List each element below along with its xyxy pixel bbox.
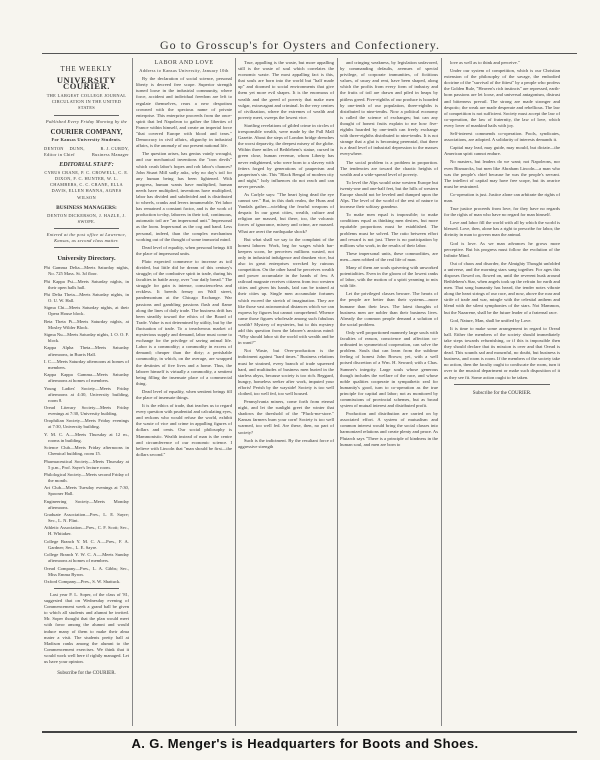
article-paragraph: Production and distribution are carried on by associated effort. A system of mutualism and common interest would bring the social classes into harmonized relations and create plenty and peace. As Plutarch says "There is a principle of kindness in the human soul, and men are born to: [340, 411, 438, 447]
divider: [54, 228, 119, 229]
article-paragraph: God, Nature, Man, shall be unified by Love.: [450, 317, 532, 323]
article-paragraph: Co-operation is just. Justice alone can arbitrate the rights of man.: [444, 191, 560, 203]
business-heading: BUSINESS MANAGERS:: [56, 204, 117, 211]
directory-entry: Y. M. C. A.—Meets Thursday at 12 m., rooms in building.: [44, 431, 129, 443]
article-paragraph: Love and labor fill the world with all by which the world is blessed. Love, then, alone has a right to prescribe for labor, the divinity in man to govern man the animal.: [444, 220, 560, 238]
business-managers: DENTON DICKERSON, J. HAZLE, J. SWOPE.: [47, 212, 126, 224]
column-divider: [235, 58, 236, 726]
directory-entry: Oread Company—Pres., L. A. Gibbs; Sec., Miss Emma Byron.: [44, 565, 129, 577]
article-continuation-col5: [444, 60, 560, 397]
article-paragraph: Out of chaos and disorder, the Almighty Thought unfolded a universe, and the morning stars sang together. For ages this disposes flowed on, flowed on, until the reverent husk around Bethlehem's Star, when angels took up the refrain for earth and men. That song humanity has heard, the tender notes vibrate along the heart strings of our race, and now, above the roar and strife of trade and war, mingle with the celestial anthem and blend with the silent symphonies of the stars. Not Mammon, but the Nazarene, shall be the future leader of a fraternal race.: [444, 260, 560, 315]
article-paragraph: It is the ethics of trade, that teaches us to regard every question with prudential and calculating eyes, and reckons who would refuse the world, exhibit the waste of vice and crime in appalling figures of dollars and cents. Our social philosophy is Mammonistic. Wealth instead of man is the centre and circumference of our economic science. I believe with Lincoln that "man should be first—the dollars second.": [136, 403, 232, 457]
editor-right: R. J. CURDY, Business Manager: [91, 145, 129, 157]
article-title: LABOR AND LOVE: [154, 60, 214, 66]
masthead-tagline: THE LARGEST COLLEGE JOURNAL CIRCULATION IN THE UNITED STATES: [46, 93, 127, 111]
article-paragraph: Only well proportioned mannerly large souls with faculties of reason, conscience and affection co-ordinated in symmetrical cooperation, can solve the problem. Souls that can learn from the sublime feeling of honest John Brown; yet, with a well poised discretion of a Wm. H. Seward; with a Chas. Sumner's integrity. Large souls whose generous though includes the welfare of the race, and whose noble qualities cooperate in sympathetic zeal for humanity's good, turn to co-operation as the true principle for capital and labor; not as monitored by commissions of provincial schemes, but as broad system of mutual interest and distributed profit.: [340, 329, 438, 409]
article-paragraph: God is love. As we man advances he grows more perceptive. But his progress must follow the evolution of the Infinite Mind.: [444, 240, 560, 258]
directory-entry: Phi Kappa Psi—Meets Saturday nights, in their open halls hall.: [44, 278, 129, 290]
bottom-rule: [42, 731, 577, 733]
article-paragraph: and cringing weakness, by legislation unfavored, by commanding defaults, avenues of special privilege, of corporate immunities, of fictitious values, of usury and rent, have been shaped, along which the profits from every form of industry and the fruits of toil are drawn and piled in heaps by pitiless greed. Five-eighths of our produce is hoarded by one-tenth of our population, three-eighths is distributed to nine-tenths. Now a political economy is called the science of exchanges; but can any thought of honest fruits explain to me how five-eighths hoarded by one-tenth can freely exchange with three-eighths distributed to nine-tenths. It is not strange that a glut is becoming perennial, that there is a dead level of industrial depression to the masses everywhere.: [340, 60, 438, 157]
article-paragraph: Dead level of equality, when personal beings fill the place of impersonal units.: [136, 244, 232, 256]
publisher-name: COURIER COMPANY,: [50, 127, 123, 136]
directory-entry: Engineering Society—Meets Monday afternoons.: [44, 498, 129, 510]
directory-entry: Phi Delta Theta—Meets Saturday nights, in O. U. W. Hall.: [44, 291, 129, 303]
masthead-title: UNIVERSITY COURIER.: [56, 75, 117, 92]
divider: [454, 384, 550, 385]
article-paragraph: No masters, but leaders do we want; not Napoleons, nor even Bismarcks, but men like Abraham Lincoln—a man who was the people's chief because he was the people's servant. The intellect of capital may have free scope, but its avarice must be restrained.: [444, 159, 560, 189]
directory-list: [44, 265, 129, 585]
directory-entry: Beta Theta Pi—Meets Saturday nights, at Mosley Wilder Block.: [44, 318, 129, 330]
column-divider: [132, 58, 133, 726]
editorial-staff-heading: EDITORIAL STAFF:: [59, 162, 114, 169]
article-paragraph: By the declaration of social science, personal liberty is decreed free scope. Superior strength turned loose in the industrial community, where force, accident and individual freedom are left to regulate themselves, rears a new despotism crowned with the specious name of private enterprise. This enterprise proceeds from the once-spirit that led Napoleon to gather the liberties of France within himself, and create an imperial force "that covered Europe with blood and tears." Democracy in civil affairs, oligarchy in industrial affairs, is the anomaly of our present national life.: [136, 76, 232, 149]
directory-entry: Phi Gamma Delta—Meets Saturday nights, No. 725 Mass. St. 3d floor.: [44, 265, 129, 277]
masthead-column: [44, 60, 129, 677]
article-paragraph: These impersonal units, these commodities, are men—men robbed of the real life of man.: [340, 250, 438, 262]
directory-entry: Sigma Nu—Meets Saturday nights, I. O. O. F. block.: [44, 332, 129, 344]
article-paragraph: Capital may lead, may guide, may mould, but dictate—the American spirit cannot endure.: [444, 145, 560, 157]
directory-entry: Orophilian Society—Meets Friday evenings at 7:30, University building.: [44, 418, 129, 430]
divider: [54, 115, 119, 116]
directory-entry: Science Club—Meets Friday afternoons in Chemical building, room 15.: [44, 445, 129, 457]
article-continuation-col4: [340, 60, 438, 450]
directory-title: University Directory.: [57, 255, 116, 263]
subscribe-note: Subscribe for the COURIER.: [472, 390, 532, 396]
article-paragraph: The social problem is a problem in proportion. The tendencies are toward the chaotic heights of wealth and a wide-spread level of poverty.: [340, 159, 438, 177]
article-paragraph: Not Waste, but Over-production is the indictment against "hard times." Business relations must be strained, every branch of trade squeezed hard, and multitudes of business men buried in the starless abyss, because society is too rich. Beggard, hungry, homeless seeker after work, imputed your efforts! Perish by the wayside! Society is too well clothed, too well fed, too well housed.: [238, 348, 334, 396]
directory-entry: Young Ladies' Society—Meets Friday afternoons at 4:30, University building, room 8.: [44, 385, 129, 403]
article-paragraph: Many of them are souls quivering with unworked potentialities. Even in the gloom of the lowest ranks of labor, with the motion of a spirit yearning to mix with life.: [340, 265, 438, 289]
article-body: [136, 76, 232, 458]
article-paragraph: Plato expected commerce to increase as toil divided, but little did he dream of this century's struggle; of the combative spirit in trade, during his faculties in battle array, over "our daily bread." The struggle for gain is intense, conscienceless and reckless. It breeds frenzy on Wall street, pandemonium at the Chicago Exchange. War passions and gambling passions flash and flame along the lines of daily trade. The business drift has been steadily toward the ethics of the Board of Trade. Value is not determined by utility, but by the fluctuation of trade. To a treacherous market of mysterious supply and demand, labor must come to exchange for the privilege of saving animal life. Labor is a commodity; a commodity in excess of demand; cheaper than the dirty; a perishable commodity, in which, on the average, are wrapped the destinies of five lives and a home. Thus, the laborer himself is virtually a commodity, a sentient being filling the insensate place of a commercial thing.: [136, 258, 232, 386]
divider: [54, 588, 119, 589]
directory-entry: Art Club—Meets Tuesday evenings at 7:30, Spooner Hall.: [44, 485, 129, 497]
directory-entry: College Branch Y. M. C. A.—Pres., F. A. Gardner; Sec., L. E. Sayre.: [44, 538, 129, 550]
article-body: [444, 60, 560, 381]
masthead-weekly: THE WEEKLY: [60, 65, 113, 73]
article-paragraph: But what shall we say to the complaint of the honest laborer. Work, beg for wages which bar-keepers scorn, he perceives millions wasted, not only in industrial indulgence and drunken vice, but also in great enterprises wrecked by ruinous competition. On the other hand he perceives wealth and power accumulate in the hands of few. A railroad magnate receives citizens from two western cities and given his hands, laid can be trained at their cities up. Single men accumulate fortunes which exceed the stretch of imagination. They are like those vast astronomical distances which we can express by figures but cannot comprehend. Whence came those figures wholesale among such fabulous wealth? Mystery of mysteries, but to this mystery add this question from the laborer's anxious mind: "Why should labor sit the world with wealth and be in want?": [238, 236, 334, 346]
article-labor-and-love: [136, 60, 232, 460]
for-line: For Kansas University Students.: [51, 136, 122, 142]
article-paragraph: It is time to make some arrangement in regard to Oread hall. Either the members of the society should immediately take steps towards refurnishing, or if this is impossible then they should declare that its mission is over and that Oread is dead. This sounds sad and mournful, no doubt, but business is business, and room is room. If the members of the society take no action, then the faculty ought to confiscate the room, turn it over to the musical department or make such disposition of it as they see fit. Some action ought to be taken.: [444, 325, 560, 380]
directory-entry: College Branch Y. W. C. A.—Meets Sunday afternoons at homes of members.: [44, 552, 129, 564]
article-body: [340, 60, 438, 448]
article-paragraph: love as well as to think and perceive.": [450, 60, 520, 65]
directory-entry: Oread Literary Society—Meets Friday evenings at 7:30, University building.: [44, 405, 129, 417]
article-paragraph: True, appalling is the waste, but more appalling still is the waste of soul which correlates the economic waste. The most appalling fact is this, that souls are born into the world but "half made up" and doomed to social environments that give them yet more evil shapes. It is the enormous of wealth and the greed of poverty that make men vulgar, extravagant and criminal. In the very centres of civilization, where the extremes of wealth and poverty meet, sweeps the lowest vice.: [238, 60, 334, 120]
article-paragraph: True justice proceeds from love, for they have no regards for the rights of man who have no regard for man himself.: [444, 206, 560, 218]
article-paragraph: Under our system of competition, which is our Christian extension of the philosophy of the savage, the embodied doctrine of the "survival of the fittest" by a people who profess the Golden Rule, "Heaven's rich instincts" are repressed, earth-born passions are let loose, and universal antagonism, distrust and bitterness prevail. The strong are made stronger and despotic; the weak are made desperate and rebellious. The law of competition is not sufficient. Society must accept the law of co-operation, the law of fraternity, the law of love, which every lover of mankind hails with joy.: [444, 68, 560, 128]
editor-left: DENTON DUNN, Editor in Chief: [44, 145, 85, 157]
article-byline: Address to Kansas University, January 10th: [139, 68, 229, 74]
article-paragraph: Such is the indictment. By the resultant force of aggressive strength: [238, 437, 334, 449]
article-paragraph: Let the privileged classes beware. The hearts of the people are better than their systems—more humane than their laws. The latest thoughts of business men are nobler than their business lives. Already the common people demand a solution of the social problem.: [340, 291, 438, 327]
directory-entry: Athletic Association—Pres., C. F. Scott; Sec., H. Whitaker.: [44, 525, 129, 537]
editorial-staff-list: CYRUS CRANE, P. C. CROWELL, C. E. DIXON, F. C. HUNTER, W. L. CHAMBERS, C. C. CRANE, ELLA DAVIS, ELLEN HANNA, AGNES WILSON: [44, 170, 129, 200]
divider: [54, 247, 119, 248]
directory-entry: Sigma Chi—Meets Saturday nights, at their Opera House block.: [44, 305, 129, 317]
column-divider: [441, 58, 442, 726]
directory-entry: Philological Society—Meets second Friday of the month.: [44, 471, 129, 483]
directory-entry: Kappa Kappa Gamma—Meets Saturday afternoons at homes of members.: [44, 372, 129, 384]
article-paragraph: Startling revelations of gilded crime in circles of irresponsible wealth, were made by the Pall Mall Gazette. About the steps of London bridge drenches the worst depravity, the deepest misery of the globe. Within three miles of Bethlehem's statue, cursed in green close, human revenue, whom Liberty has never enlightened, who were born to a slavery with fetters forged by generations of pauperism and pauperism's sin. This "Black Bengal of modern city and night," holy influences do not reach and can never pervade.: [238, 122, 334, 189]
published-line: Published Every Friday Morning by the: [45, 118, 128, 124]
bottom-advertisement-banner: A. G. Menger's is Headquarters for Boots and Shoes.: [131, 736, 479, 751]
editors-row: [44, 146, 129, 158]
top-rule: [42, 53, 577, 54]
closing-paragraph: Last year P. L. Soper, of the class of '81, suggested that on Wednesday evening of Commencement week a grand ball be given to which all students and alumni be invited. Mr. Soper thought that the plan would meet with favor among the alumni and would induce many of them to make their alma mater a visit. The students pretty hall at Madison ranks among the alumni to the Commencement exercises. We think that it would work well here if rightly managed. Let us have your opinion.: [44, 591, 129, 664]
article-paragraph: As Carlyle says: "The heart lying dead the eye cannot see." But, in this dark realm, the Huns and Vandals gather—wielding the fearful weapons of despair. In our great cities, wealth, culture and religion are massed, but there, too, the volcanic forces of ignorance, misery and crime, are massed. What are avert the earthquake shock?: [238, 191, 334, 234]
article-body: [238, 60, 334, 450]
directory-entry: Graduate Association—Pres., L. E. Sayre; Sec., L. N. Flint.: [44, 512, 129, 524]
column-divider: [337, 58, 338, 726]
top-advertisement-banner: Go to Grosscup's for Oysters and Confectionery.: [159, 38, 440, 52]
article-paragraph: The question arises, has genius vainly wrought, and our mechanical inventions the "iron devils" which crush labor's hopes and rob labor's chances? John Stuart Mill sadly asks, why no day's toil for any human being has been lightened. With progress, human wants have multiplied, human needs have multiplied, inventions have multiplied, labor has divided and subdivided and is distributed to wheels, cranks and levers innumerable. Yet labor has remained a constant factor, and is the work of production to-day, laborers in their toil, continuous, automatic toil are "an impersonal unit." Impersonal as the loom. Impersonal as the cog and band. Less personal, indeed, than the complex mechanism working out of the thought of some immortal mind.: [136, 151, 232, 242]
article-paragraph: Dead level of equality, when sentient beings fill the place of insensate things.: [136, 388, 232, 400]
article-paragraph: To level the Alps would raise western Europe but twenty-one and one-half feet, but the hills of western Europe should not be leveled and dumped upon the Alps. The level of the world of the rest of nature to increase their solitary grandeur.: [340, 179, 438, 210]
article-continuation-col3: [238, 60, 334, 452]
article-paragraph: Self-interest commends co-operation. Pools, syndicates, associations, are adopted. A solidarity of interests demands it.: [444, 131, 560, 143]
directory-entry: Kappa Alpha Theta—Meets Saturday afternoons, in Burris Hall.: [44, 345, 129, 357]
subscribe-note: Subscribe for the COURIER.: [57, 671, 116, 677]
article-paragraph: Pennsylvania miners, come forth from eternal night, and let the sunlight greet the winter that shadows the threshold of the "Pluck-me-store." Kansas farmers burn your corn! Society is too well warmed, too well fed. Are these, then, no part of society?: [238, 399, 334, 435]
directory-entry: I. C.—Meets Saturday afternoons at homes of members.: [44, 358, 129, 370]
directory-entry: Pharmaceutical Society—Meets Thursday at 5 p.m., Prof. Sayre's lecture room.: [44, 458, 129, 470]
directory-entry: Oxford Company—Pres., S. W. Shattuck.: [44, 578, 121, 584]
article-paragraph: To make men equal is impossible; to make conditions equal as thinking men desires, but more equitable proportions must be established. The problems must be solved. The ratio between effort and reward is not just. There is no participation by millions who work, in the results of their labor.: [340, 212, 438, 248]
entered-notice: Entered at the post office at Lawrence, Kansas, as second class matter.: [46, 231, 127, 243]
